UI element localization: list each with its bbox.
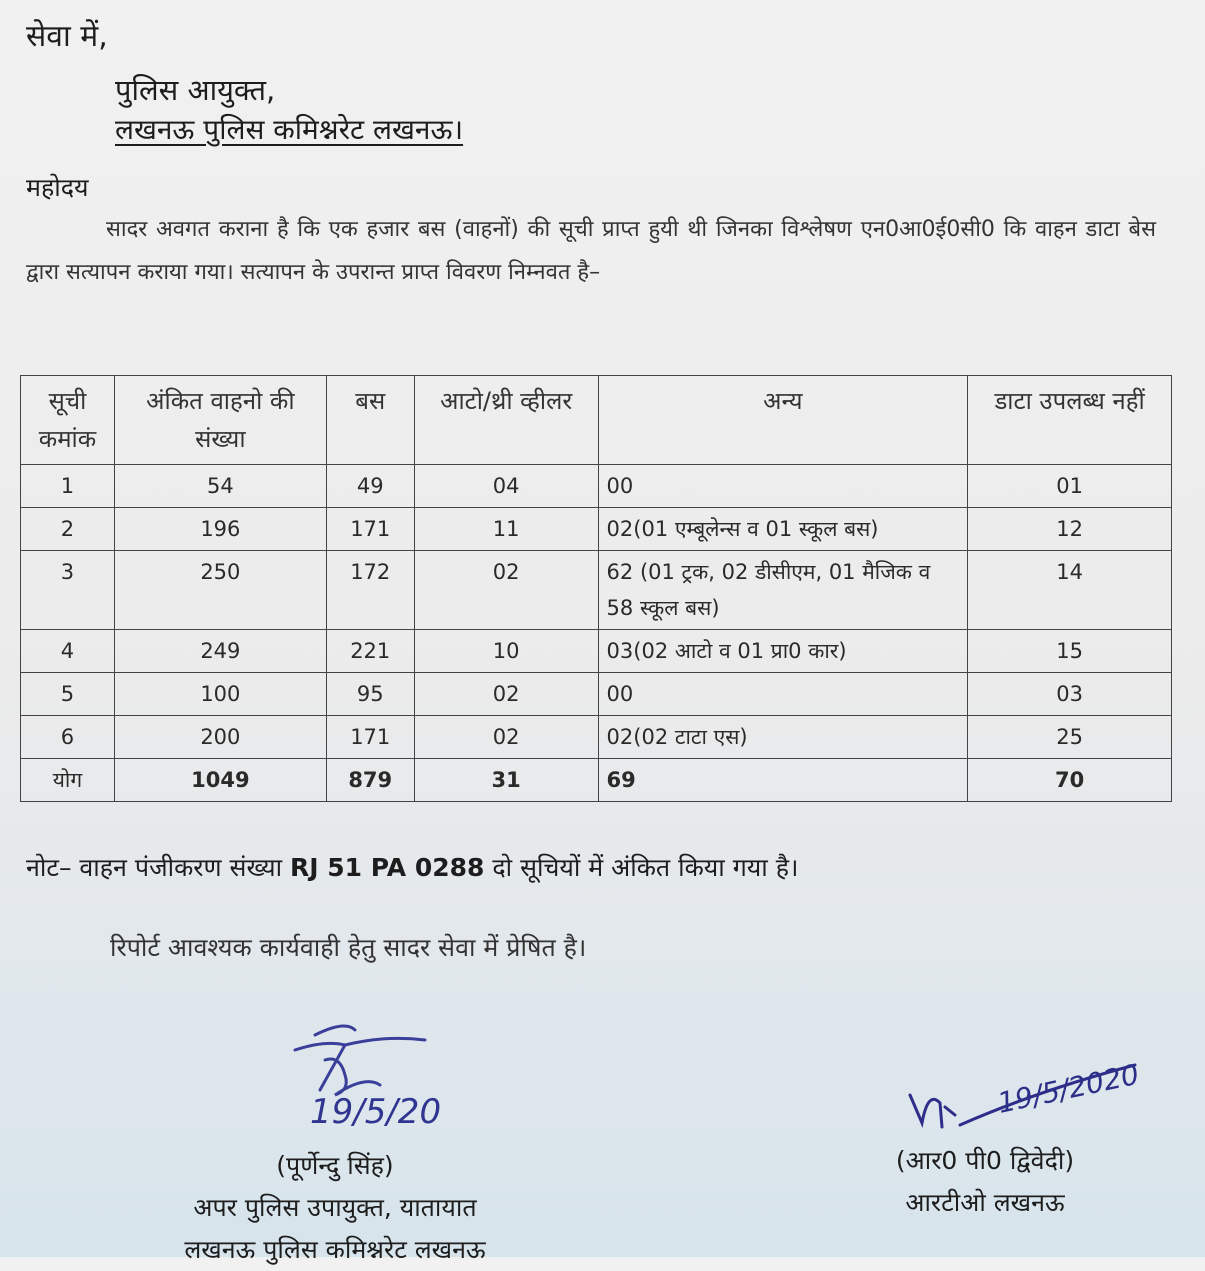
cell-vehicle-count: 54: [114, 465, 326, 508]
header-list-no: सूची कमांक: [21, 376, 115, 465]
header-no-data: डाटा उपलब्ध नहीं: [968, 376, 1172, 465]
note-registration-number: RJ 51 PA 0288: [290, 853, 485, 882]
cell-list-no: 3: [21, 551, 115, 630]
table-row: [21, 673, 1172, 716]
signature-1-handwritten: [285, 1015, 485, 1130]
greeting: महोदय: [26, 173, 89, 202]
cell-bus: 172: [326, 551, 414, 630]
cell-no-data: 01: [968, 465, 1172, 508]
signatory-1-designation: अपर पुलिस उपायुक्त, यातायात: [193, 1193, 477, 1222]
cell-no-data: 14: [968, 551, 1172, 630]
signature-1-date: 19/5/20: [310, 1092, 442, 1130]
cell-list-no: 1: [21, 465, 115, 508]
table-row: [21, 465, 1172, 508]
cell-list-no: 4: [21, 630, 115, 673]
total-other: 69: [598, 759, 968, 802]
cell-list-no: 5: [21, 673, 115, 716]
header-bus: बस: [326, 376, 414, 465]
cell-no-data: 03: [968, 673, 1172, 716]
cell-bus: 171: [326, 716, 414, 759]
cell-auto: 11: [414, 508, 598, 551]
signatory-2-block: [850, 1140, 1120, 1224]
table-row: [21, 630, 1172, 673]
cell-bus: 221: [326, 630, 414, 673]
cell-other: 00: [598, 465, 968, 508]
signatory-2-name: (आर0 पी0 द्विवेदी): [895, 1146, 1075, 1175]
note-prefix: नोट– वाहन पंजीकरण संख्या: [26, 853, 283, 882]
cell-auto: 02: [414, 551, 598, 630]
table-total-row: [21, 759, 1172, 802]
recipient-title: पुलिस आयुक्त,: [115, 73, 276, 107]
cell-other: 62 (01 ट्रक, 02 डीसीएम, 01 मैजिक व 58 स्कूल बस): [598, 551, 968, 630]
cell-other: 03(02 आटो व 01 प्रा0 कार): [598, 630, 968, 673]
cell-auto: 10: [414, 630, 598, 673]
total-no-data: 70: [968, 759, 1172, 802]
letter-body: सादर अवगत कराना है कि एक हजार बस (वाहनों) की सूची प्राप्त हुयी थी जिनका विश्लेषण एन0आ0ई0सी0 कि वाहन डाटा बेस द्वारा सत्यापन कराया गया। सत्यापन के उपरान्त प्राप्त विवरण निम्नवत है–: [26, 217, 1156, 285]
cell-auto: 02: [414, 673, 598, 716]
cell-no-data: 15: [968, 630, 1172, 673]
cell-auto: 02: [414, 716, 598, 759]
note-suffix: दो सूचियों में अंकित किया गया है।: [492, 853, 799, 882]
total-vehicle-count: 1049: [114, 759, 326, 802]
cell-bus: 49: [326, 465, 414, 508]
cell-vehicle-count: 250: [114, 551, 326, 630]
table-row: [21, 551, 1172, 630]
signatory-2-designation: आरटीओ लखनऊ: [905, 1188, 1065, 1217]
signatory-1-name: (पूर्णेन्दु सिंह): [276, 1151, 394, 1180]
cell-other: 02(02 टाटा एस): [598, 716, 968, 759]
note-line: [26, 850, 798, 884]
cell-vehicle-count: 200: [114, 716, 326, 759]
total-auto: 31: [414, 759, 598, 802]
vehicle-summary-table: [20, 375, 1172, 802]
cell-vehicle-count: 196: [114, 508, 326, 551]
cell-other: 00: [598, 673, 968, 716]
table-row: [21, 716, 1172, 759]
cell-list-no: 6: [21, 716, 115, 759]
cell-list-no: 2: [21, 508, 115, 551]
cell-bus: 95: [326, 673, 414, 716]
cell-vehicle-count: 100: [114, 673, 326, 716]
salutation: सेवा में,: [26, 19, 108, 54]
signature-2-date: 19/5/2020: [994, 1057, 1142, 1120]
cell-bus: 171: [326, 508, 414, 551]
cell-auto: 04: [414, 465, 598, 508]
signatory-1-office: लखनऊ पुलिस कमिश्नरेट लखनऊ: [184, 1235, 486, 1264]
header-auto: आटो/थ्री व्हीलर: [414, 376, 598, 465]
cell-vehicle-count: 249: [114, 630, 326, 673]
table-row: [21, 508, 1172, 551]
table-header-row: [21, 376, 1172, 465]
signatory-1-block: [120, 1145, 550, 1271]
recipient-office: लखनऊ पुलिस कमिश्नरेट लखनऊ।: [115, 113, 464, 146]
signature-2-handwritten: [900, 1055, 1180, 1150]
header-other: अन्य: [598, 376, 968, 465]
cell-other: 02(01 एम्बूलेन्स व 01 स्कूल बस): [598, 508, 968, 551]
report-line: रिपोर्ट आवश्यक कार्यवाही हेतु सादर सेवा में प्रेषित है।: [110, 933, 587, 962]
total-label: योग: [21, 759, 115, 802]
header-vehicle-count: अंकित वाहनो की संख्या: [114, 376, 326, 465]
cell-no-data: 12: [968, 508, 1172, 551]
total-bus: 879: [326, 759, 414, 802]
cell-no-data: 25: [968, 716, 1172, 759]
